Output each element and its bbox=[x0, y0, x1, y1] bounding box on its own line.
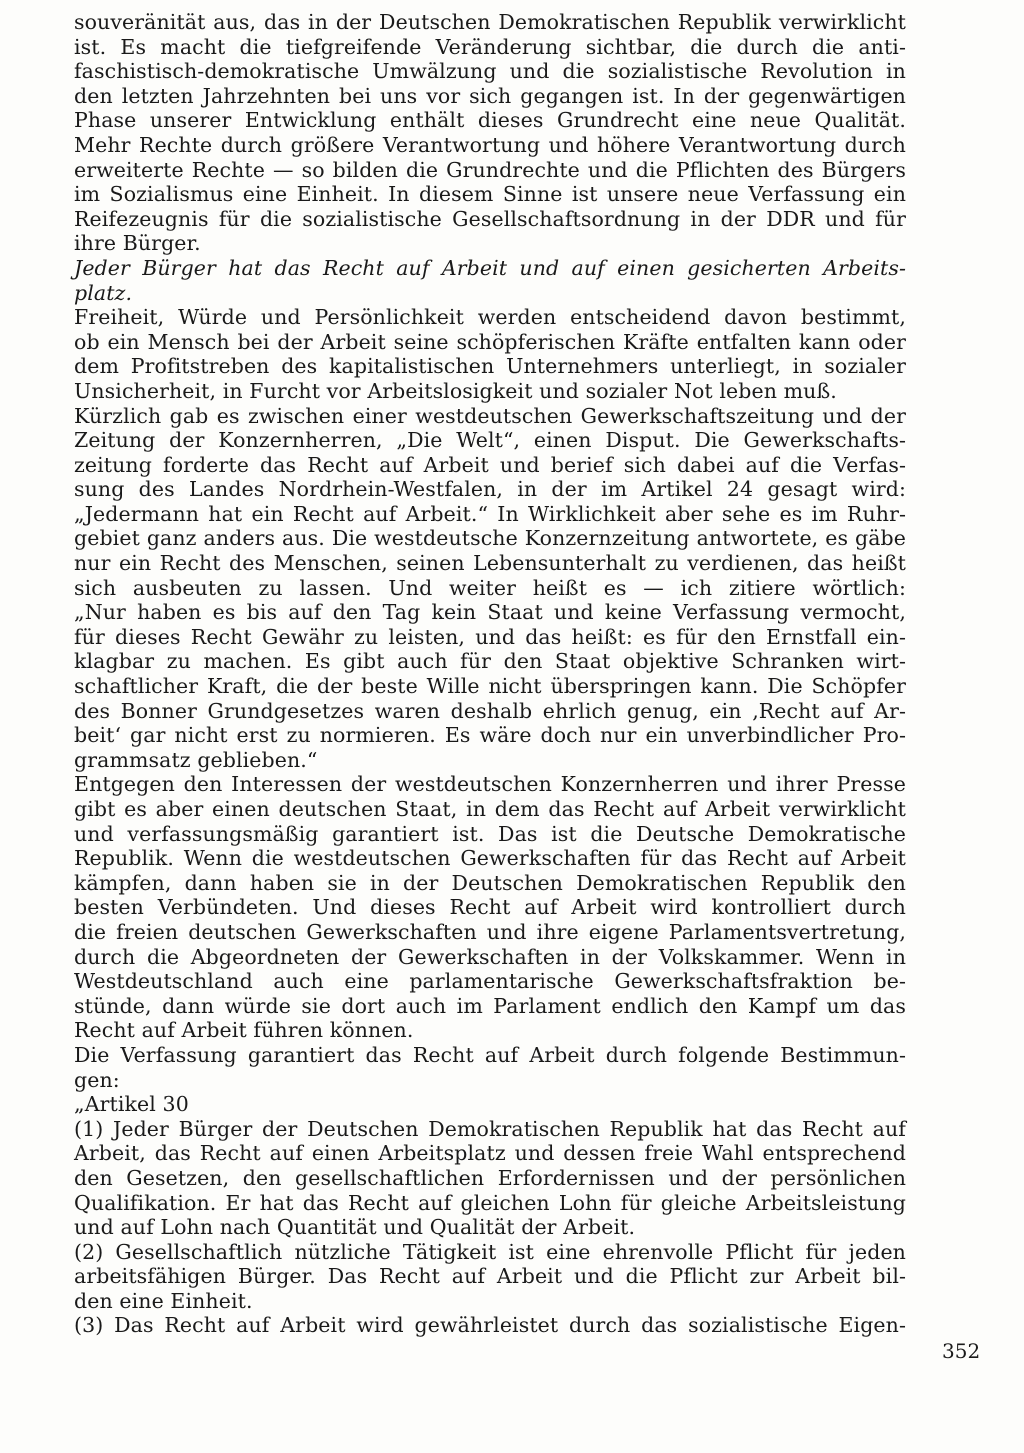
text-line: im Sozialismus eine Einheit. In diesem Sinne ist unsere neue Verfassung ein bbox=[74, 182, 906, 207]
text-line: Recht auf Arbeit führen können. bbox=[74, 1018, 414, 1043]
text-line: Jeder Bürger hat das Recht auf Arbeit und auf einen gesicherten Arbeits- bbox=[74, 255, 906, 280]
text-line: nur ein Recht des Menschen, seinen Lebensunterhalt zu verdienen, das heißt bbox=[74, 551, 906, 576]
text-line: sung des Landes Nordrhein-Westfalen, in der im Artikel 24 gesagt wird: bbox=[74, 477, 906, 502]
text-line: (3) Das Recht auf Arbeit wird gewährleistet durch das sozialistische Eigen- bbox=[74, 1313, 906, 1338]
text-line: den Gesetzen, den gesellschaftlichen Erfordernissen und der persönlichen bbox=[74, 1165, 906, 1190]
text-line: Unsicherheit, in Furcht vor Arbeitslosigkeit und sozialer Not leben muß. bbox=[74, 378, 837, 403]
text-line: den eine Einheit. bbox=[74, 1288, 253, 1313]
text-line: „Artikel 30 bbox=[74, 1092, 189, 1117]
text-line: „Jedermann hat ein Recht auf Arbeit.“ In Wirklichkeit aber sehe es im Ruhr- bbox=[74, 501, 906, 526]
text-line: grammsatz geblieben.“ bbox=[74, 747, 318, 772]
text-line: (2) Gesellschaftlich nützliche Tätigkeit ist eine ehrenvolle Pflicht für jeden bbox=[74, 1239, 906, 1264]
text-line: Freiheit, Würde und Persönlichkeit werden entscheidend davon bestimmt, bbox=[74, 305, 906, 330]
text-line: Qualifikation. Er hat das Recht auf gleichen Lohn für gleiche Arbeitsleistung bbox=[74, 1190, 906, 1215]
text-line: arbeitsfähigen Bürger. Das Recht auf Arbeit und die Pflicht zur Arbeit bil- bbox=[74, 1264, 906, 1289]
text-line: ob ein Mensch bei der Arbeit seine schöpferischen Kräfte entfalten kann oder bbox=[74, 329, 906, 354]
text-line: Die Verfassung garantiert das Recht auf Arbeit durch folgende Bestimmun- bbox=[74, 1042, 906, 1067]
text-line: durch die Abgeordneten der Gewerkschaften in der Volkskammer. Wenn in bbox=[74, 944, 906, 969]
text-line: und verfassungsmäßig garantiert ist. Das ist die Deutsche Demokratische bbox=[74, 821, 906, 846]
text-line: Entgegen den Interessen der westdeutschen Konzernherren und ihrer Presse bbox=[74, 772, 906, 797]
text-line: die freien deutschen Gewerkschaften und ihre eigene Parlamentsvertretung, bbox=[74, 919, 906, 944]
text-line: (1) Jeder Bürger der Deutschen Demokratischen Republik hat das Recht auf bbox=[74, 1116, 906, 1141]
text-line: souveränität aus, das in der Deutschen Demokratischen Republik verwirklicht bbox=[74, 10, 906, 34]
text-line: den letzten Jahrzehnten bei uns vor sich gegangen ist. In der gegenwärtigen bbox=[74, 83, 906, 108]
text-line: Republik. Wenn die westdeutschen Gewerkschaften für das Recht auf Arbeit bbox=[74, 846, 906, 871]
text-line: erweiterte Rechte — so bilden die Grundrechte und die Pflichten des Bürgers bbox=[74, 157, 906, 182]
text-line: besten Verbündeten. Und dieses Recht auf Arbeit wird kontrolliert durch bbox=[74, 895, 906, 920]
text-line: platz. bbox=[74, 280, 133, 305]
text-line: schaftlicher Kraft, die der beste Wille nicht überspringen kann. Die Schöpfer bbox=[74, 674, 906, 699]
text-line: ist. Es macht die tiefgreifende Veränderung sichtbar, die durch die anti- bbox=[74, 34, 906, 59]
text-line: beit‘ gar nicht erst zu normieren. Es wäre doch nur ein unverbindlicher Pro- bbox=[74, 723, 906, 748]
text-line: gebiet ganz anders aus. Die westdeutsche Konzernzeitung antwortete, es gäbe bbox=[74, 526, 906, 551]
text-line: Reifezeugnis für die sozialistische Gesellschaftsordnung in der DDR und für bbox=[74, 206, 906, 231]
text-line: sich ausbeuten zu lassen. Und weiter heißt es — ich zitiere wörtlich: bbox=[74, 575, 906, 600]
text-line: klagbar zu machen. Es gibt auch für den Staat objektive Schranken wirt- bbox=[74, 649, 906, 674]
body-text bbox=[74, 10, 906, 1338]
text-line: Westdeutschland auch eine parlamentarische Gewerkschaftsfraktion be- bbox=[74, 969, 906, 994]
text-line: des Bonner Grundgesetzes waren deshalb ehrlich genug, ein ‚Recht auf Ar- bbox=[74, 698, 906, 723]
text-line: Phase unserer Entwicklung enthält dieses Grundrecht eine neue Qualität. bbox=[74, 108, 906, 133]
page-number: 352 bbox=[942, 1339, 981, 1363]
text-line: faschistisch-demokratische Umwälzung und die sozialistische Revolution in bbox=[74, 59, 906, 84]
text-line: Arbeit, das Recht auf einen Arbeitsplatz und dessen freie Wahl entsprechend bbox=[74, 1141, 906, 1166]
text-line: zeitung forderte das Recht auf Arbeit und berief sich dabei auf die Verfas- bbox=[74, 452, 906, 477]
text-line: gibt es aber einen deutschen Staat, in dem das Recht auf Arbeit verwirklicht bbox=[74, 797, 906, 821]
text-line: kämpfen, dann haben sie in der Deutschen Demokratischen Republik den bbox=[74, 870, 906, 895]
text-line: ihre Bürger. bbox=[74, 231, 201, 256]
text-line: Zeitung der Konzernherren, „Die Welt“, einen Disput. Die Gewerkschafts- bbox=[74, 428, 906, 453]
text-line: und auf Lohn nach Quantität und Qualität der Arbeit. bbox=[74, 1215, 636, 1240]
text-line: Mehr Rechte durch größere Verantwortung und höhere Verantwortung durch bbox=[74, 132, 906, 157]
text-line: stünde, dann würde sie dort auch im Parlament endlich den Kampf um das bbox=[74, 993, 906, 1018]
text-line: Kürzlich gab es zwischen einer westdeutschen Gewerkschaftszeitung und der bbox=[74, 403, 906, 428]
text-line: gen: bbox=[74, 1067, 120, 1092]
text-line: für dieses Recht Gewähr zu leisten, und das heißt: es für den Ernstfall ein- bbox=[74, 624, 906, 649]
text-line: dem Profitstreben des kapitalistischen Unternehmers unterliegt, in sozialer bbox=[74, 354, 906, 379]
text-line: „Nur haben es bis auf den Tag kein Staat und keine Verfassung vermocht, bbox=[74, 600, 906, 625]
